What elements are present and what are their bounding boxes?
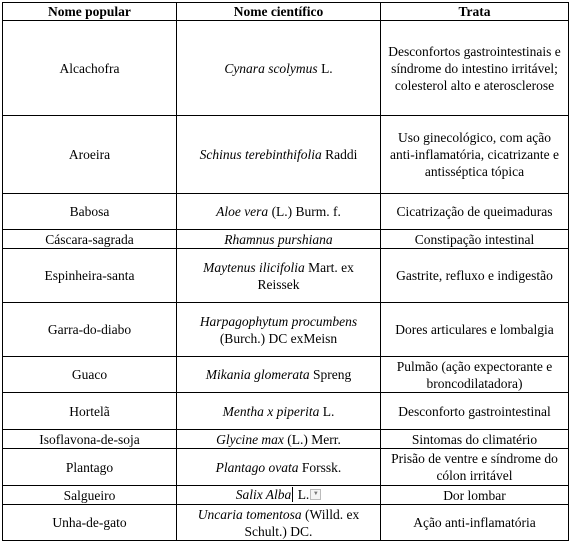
scientific-name-author: L. [319, 403, 335, 419]
dropdown-arrow-icon[interactable]: ▼ [310, 489, 321, 500]
scientific-name-author: Raddi [321, 147, 358, 162]
scientific-name-italic: Mentha x piperita [222, 403, 320, 419]
treats-cell: Pulmão (ação expectorante e broncodilatadora) [381, 357, 569, 393]
scientific-name-cell [177, 230, 381, 249]
header-popular-name: Nome popular [3, 3, 177, 21]
scientific-name-italic: Glycine max [216, 431, 284, 447]
table-row [3, 449, 569, 486]
header-row [3, 3, 569, 21]
treats-cell: Uso ginecológico, com ação anti-inflamatória, cicatrizante e antisséptica tópica [381, 116, 569, 194]
treats-cell: Ação anti-inflamatória [381, 505, 569, 541]
popular-name-cell: Unha-de-gato [3, 505, 177, 541]
scientific-name-cell [177, 486, 381, 505]
treats-cell: Dor lombar [381, 486, 569, 505]
scientific-name-author: L. [294, 487, 310, 502]
scientific-name-italic: Cynara scolymus [224, 60, 318, 76]
scientific-name-cell [177, 449, 381, 486]
scientific-name-cell [177, 249, 381, 303]
scientific-name-author: (L.) Burm. f. [268, 204, 341, 219]
table-row [3, 393, 569, 430]
popular-name-cell: Alcachofra [3, 21, 177, 116]
popular-name-cell: Guaco [3, 357, 177, 393]
scientific-name-italic: Maytenus ilicifolia [203, 259, 305, 275]
table-row [3, 357, 569, 393]
scientific-name-italic: Rhamnus purshiana [224, 231, 333, 247]
scientific-name-cell [177, 430, 381, 449]
popular-name-cell: Hortelã [3, 393, 177, 430]
popular-name-cell: Espinheira-santa [3, 249, 177, 303]
popular-name-cell: Garra-do-diabo [3, 303, 177, 357]
scientific-name-italic: Salix Alba [235, 487, 292, 502]
scientific-name-italic: Plantago ovata [215, 459, 299, 475]
scientific-name-cell [177, 393, 381, 430]
scientific-name-cell [177, 357, 381, 393]
header-scientific-name: Nome científico [177, 3, 381, 21]
table-row [3, 249, 569, 303]
scientific-name-author: L. [317, 60, 333, 76]
scientific-name-cell [177, 116, 381, 194]
table-row [3, 116, 569, 194]
scientific-name-cell [177, 505, 381, 541]
scientific-name-author: Forssk. [298, 459, 342, 475]
table-row [3, 486, 569, 505]
treats-cell: Cicatrização de queimaduras [381, 194, 569, 230]
table-row [3, 303, 569, 357]
treats-cell: Desconforto gastrointestinal [381, 393, 569, 430]
popular-name-cell: Cáscara-sagrada [3, 230, 177, 249]
plants-table [2, 2, 569, 541]
scientific-name-italic: Mikania glomerata [205, 367, 310, 382]
treats-cell: Dores articulares e lombalgia [381, 303, 569, 357]
popular-name-cell: Aroeira [3, 116, 177, 194]
table-row [3, 430, 569, 449]
popular-name-cell: Isoflavona-de-soja [3, 430, 177, 449]
popular-name-cell: Plantago [3, 449, 177, 486]
popular-name-cell: Salgueiro [3, 486, 177, 505]
table-row [3, 21, 569, 116]
scientific-name-cell [177, 21, 381, 116]
table-row [3, 194, 569, 230]
table-row [3, 230, 569, 249]
treats-cell: Desconfortos gastrointestinais e síndrome do intestino irritável; colesterol alto e aterosclerose [381, 21, 569, 116]
scientific-name-cell [177, 194, 381, 230]
scientific-name-cell [177, 303, 381, 357]
scientific-name-author: (L.) Merr. [283, 431, 341, 447]
treats-cell: Constipação intestinal [381, 230, 569, 249]
scientific-name-italic: Schinus terebinthifolia [199, 147, 322, 162]
scientific-name-author: (Burch.) DC exMeisn [219, 330, 338, 346]
treats-cell: Gastrite, refluxo e indigestão [381, 249, 569, 303]
scientific-name-author: Spreng [309, 367, 352, 382]
scientific-name-italic: Aloe vera [216, 204, 269, 219]
scientific-name-author: (Willd. ex Schult.) DC. [244, 506, 360, 539]
popular-name-cell: Babosa [3, 194, 177, 230]
treats-cell: Prisão de ventre e síndrome do cólon irritável [381, 449, 569, 486]
scientific-name-italic: Uncaria tomentosa [197, 506, 302, 522]
table-row [3, 505, 569, 541]
treats-cell: Sintomas do climatério [381, 430, 569, 449]
header-treats: Trata [381, 3, 569, 21]
scientific-name-author: Mart. ex Reissek [257, 259, 354, 292]
scientific-name-italic: Harpagophytum procumbens [199, 313, 358, 329]
